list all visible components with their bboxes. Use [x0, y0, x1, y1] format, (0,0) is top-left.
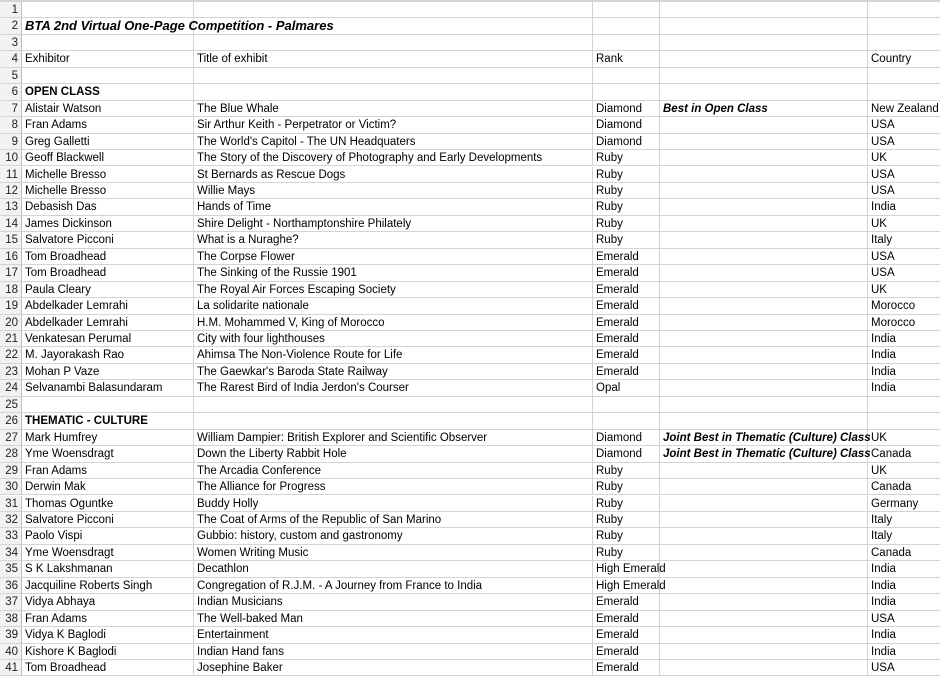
cell-country[interactable]: UK	[868, 150, 940, 166]
cell-award[interactable]	[660, 347, 868, 363]
cell-rank[interactable]: Ruby	[593, 496, 660, 512]
cell-exhibitor[interactable]: Fran Adams	[22, 463, 194, 479]
sheet-row	[0, 413, 940, 429]
sheet-row	[0, 18, 940, 34]
cell-exhibitor[interactable]	[22, 2, 194, 18]
cell-award[interactable]	[660, 578, 868, 594]
cell-award[interactable]	[660, 413, 868, 429]
sheet-row	[0, 331, 940, 347]
cell-award[interactable]	[660, 660, 868, 676]
row-header[interactable]: 38	[0, 611, 22, 627]
row-header[interactable]: 29	[0, 463, 22, 479]
cell-country[interactable]: India	[868, 364, 940, 380]
cell-exhibitor[interactable]: Vidya K Baglodi	[22, 627, 194, 643]
cell-rank[interactable]: Emerald	[593, 364, 660, 380]
cell-award[interactable]	[660, 380, 868, 396]
cell-country[interactable]: USA	[868, 265, 940, 281]
row-header[interactable]: 7	[0, 101, 22, 117]
cell-rank[interactable]: Ruby	[593, 479, 660, 495]
cell-title[interactable]: The Gaewkar's Baroda State Railway	[194, 364, 593, 380]
sheet-row	[0, 380, 940, 396]
cell-award[interactable]	[660, 18, 868, 34]
cell-exhibitor[interactable]: Kishore K Baglodi	[22, 644, 194, 660]
cell-country[interactable]: India	[868, 380, 940, 396]
cell-country[interactable]: USA	[868, 183, 940, 199]
cell-country[interactable]: Canada	[868, 446, 940, 462]
row-header[interactable]: 24	[0, 380, 22, 396]
cell-exhibitor[interactable]: Paolo Vispi	[22, 528, 194, 544]
sheet-row	[0, 101, 940, 117]
cell-award[interactable]	[660, 315, 868, 331]
cell-award[interactable]	[660, 561, 868, 577]
sheet-row	[0, 249, 940, 265]
cell-title[interactable]	[194, 2, 593, 18]
cell-country[interactable]: USA	[868, 249, 940, 265]
cell-title[interactable]: Shire Delight - Northamptonshire Philately	[194, 216, 593, 232]
cell-exhibitor[interactable]: Fran Adams	[22, 117, 194, 133]
cell-title[interactable]: City with four lighthouses	[194, 331, 593, 347]
cell-rank[interactable]	[593, 18, 660, 34]
cell-exhibitor[interactable]: Yme Woensdragt	[22, 446, 194, 462]
row-header[interactable]: 41	[0, 660, 22, 676]
row-header[interactable]: 12	[0, 183, 22, 199]
cell-title[interactable]: William Dampier: British Explorer and Scientific Observer	[194, 430, 593, 446]
cell-title[interactable]: The World's Capitol - The UN Headquaters	[194, 134, 593, 150]
cell-exhibitor[interactable]: Alistair Watson	[22, 101, 194, 117]
cell-exhibitor[interactable]: Abdelkader Lemrahi	[22, 315, 194, 331]
row-header[interactable]: 15	[0, 232, 22, 248]
sheet-row	[0, 68, 940, 84]
cell-country[interactable]: Italy	[868, 512, 940, 528]
section-heading[interactable]: OPEN CLASS	[22, 84, 194, 100]
cell-rank[interactable]: Emerald	[593, 627, 660, 643]
cell-country[interactable]: USA	[868, 167, 940, 183]
row-header[interactable]: 25	[0, 397, 22, 413]
cell-award[interactable]	[660, 249, 868, 265]
cell-country[interactable]: India	[868, 578, 940, 594]
cell-rank[interactable]: Diamond	[593, 134, 660, 150]
cell-country[interactable]: India	[868, 561, 940, 577]
cell-exhibitor[interactable]: Tom Broadhead	[22, 249, 194, 265]
cell-title[interactable]: Indian Hand fans	[194, 644, 593, 660]
cell-title[interactable]: The Blue Whale	[194, 101, 593, 117]
row-header[interactable]: 9	[0, 134, 22, 150]
cell-rank[interactable]: High Emerald	[593, 561, 660, 577]
sheet-row	[0, 611, 940, 627]
row-header[interactable]: 5	[0, 68, 22, 84]
cell-award[interactable]	[660, 644, 868, 660]
cell-country[interactable]: India	[868, 347, 940, 363]
cell-rank[interactable]: Diamond	[593, 101, 660, 117]
cell-award[interactable]	[660, 627, 868, 643]
cell-country[interactable]: Country	[868, 51, 940, 67]
cell-country[interactable]: USA	[868, 611, 940, 627]
sheet-row	[0, 134, 940, 150]
cell-rank[interactable]: Ruby	[593, 512, 660, 528]
cell-award[interactable]	[660, 611, 868, 627]
cell-award[interactable]	[660, 134, 868, 150]
cell-award[interactable]	[660, 282, 868, 298]
row-header[interactable]: 4	[0, 51, 22, 67]
sheet-row	[0, 446, 940, 462]
cell-title[interactable]: Sir Arthur Keith - Perpetrator or Victim?	[194, 117, 593, 133]
sheet-row	[0, 167, 940, 183]
cell-country[interactable]: USA	[868, 117, 940, 133]
cell-exhibitor[interactable]: S K Lakshmanan	[22, 561, 194, 577]
row-header[interactable]: 10	[0, 150, 22, 166]
sheet-row	[0, 84, 940, 100]
sheet-row	[0, 265, 940, 281]
sheet-row	[0, 496, 940, 512]
cell-rank[interactable]: High Emerald	[593, 578, 660, 594]
cell-country[interactable]: Morocco	[868, 315, 940, 331]
cell-rank[interactable]: Ruby	[593, 199, 660, 215]
top-border	[0, 0, 940, 2]
row-header[interactable]: 36	[0, 578, 22, 594]
cell-award[interactable]	[660, 479, 868, 495]
cell-exhibitor[interactable]: Fran Adams	[22, 611, 194, 627]
row-header[interactable]: 19	[0, 298, 22, 314]
cell-rank[interactable]: Rank	[593, 51, 660, 67]
cell-country[interactable]: Canada	[868, 479, 940, 495]
cell-rank[interactable]: Ruby	[593, 463, 660, 479]
cell-rank[interactable]: Emerald	[593, 594, 660, 610]
cell-exhibitor[interactable]: Paula Cleary	[22, 282, 194, 298]
cell-rank[interactable]: Diamond	[593, 117, 660, 133]
cell-country[interactable]: India	[868, 627, 940, 643]
cell-title[interactable]: La solidarite nationale	[194, 298, 593, 314]
sheet-row	[0, 660, 940, 676]
cell-exhibitor[interactable]: Abdelkader Lemrahi	[22, 298, 194, 314]
row-header[interactable]: 40	[0, 644, 22, 660]
cell-exhibitor[interactable]: Tom Broadhead	[22, 660, 194, 676]
cell-title[interactable]	[194, 68, 593, 84]
cell-exhibitor[interactable]: Venkatesan Perumal	[22, 331, 194, 347]
cell-exhibitor[interactable]: Salvatore Picconi	[22, 512, 194, 528]
sheet-title: BTA 2nd Virtual One-Page Competition - Palmares	[25, 18, 334, 34]
cell-title[interactable]: Josephine Baker	[194, 660, 593, 676]
sheet-row	[0, 364, 940, 380]
cell-rank[interactable]: Opal	[593, 380, 660, 396]
cell-title[interactable]: Hands of Time	[194, 199, 593, 215]
row-header[interactable]: 6	[0, 84, 22, 100]
cell-award[interactable]	[660, 512, 868, 528]
sheet-row	[0, 594, 940, 610]
cell-country[interactable]: Germany	[868, 496, 940, 512]
cell-rank[interactable]: Ruby	[593, 545, 660, 561]
cell-exhibitor[interactable]: Geoff Blackwell	[22, 150, 194, 166]
cell-title[interactable]: The Arcadia Conference	[194, 463, 593, 479]
cell-title[interactable]	[194, 84, 593, 100]
cell-exhibitor[interactable]: James Dickinson	[22, 216, 194, 232]
sheet-row	[0, 216, 940, 232]
row-header[interactable]: 32	[0, 512, 22, 528]
row-header[interactable]: 2	[0, 18, 22, 34]
cell-rank[interactable]: Emerald	[593, 347, 660, 363]
cell-exhibitor[interactable]: Michelle Bresso	[22, 183, 194, 199]
cell-rank[interactable]	[593, 397, 660, 413]
cell-rank[interactable]: Emerald	[593, 331, 660, 347]
sheet-row	[0, 644, 940, 660]
row-header[interactable]: 21	[0, 331, 22, 347]
sheet-row	[0, 545, 940, 561]
cell-rank[interactable]: Emerald	[593, 611, 660, 627]
cell-rank[interactable]	[593, 84, 660, 100]
cell-country[interactable]	[868, 35, 940, 51]
sheet-row	[0, 347, 940, 363]
cell-award[interactable]	[660, 68, 868, 84]
cell-title[interactable]: Down the Liberty Rabbit Hole	[194, 446, 593, 462]
cell-country[interactable]: India	[868, 199, 940, 215]
cell-award[interactable]	[660, 528, 868, 544]
cell-award[interactable]	[660, 183, 868, 199]
cell-award[interactable]	[660, 117, 868, 133]
cell-award[interactable]	[660, 35, 868, 51]
cell-title[interactable]: The Royal Air Forces Escaping Society	[194, 282, 593, 298]
cell-title[interactable]: Willie Mays	[194, 183, 593, 199]
row-header[interactable]: 11	[0, 167, 22, 183]
cell-title[interactable]: The Coat of Arms of the Republic of San Marino	[194, 512, 593, 528]
cell-exhibitor[interactable]: Salvatore Picconi	[22, 232, 194, 248]
cell-title[interactable]	[194, 397, 593, 413]
cell-exhibitor[interactable]: Greg Galletti	[22, 134, 194, 150]
cell-rank[interactable]	[593, 68, 660, 84]
cell-title[interactable]	[194, 413, 593, 429]
cell-title[interactable]: Congregation of R.J.M. - A Journey from France to India	[194, 578, 593, 594]
cell-rank[interactable]: Emerald	[593, 282, 660, 298]
sheet-row	[0, 430, 940, 446]
cell-award[interactable]	[660, 167, 868, 183]
cell-exhibitor[interactable]: Debasish Das	[22, 199, 194, 215]
cell-rank[interactable]	[593, 413, 660, 429]
cell-title[interactable]: Entertainment	[194, 627, 593, 643]
row-header[interactable]: 34	[0, 545, 22, 561]
cell-title[interactable]	[194, 35, 593, 51]
sheet-row	[0, 578, 940, 594]
cell-title[interactable]: Ahimsa The Non-Violence Route for Life	[194, 347, 593, 363]
row-header[interactable]: 28	[0, 446, 22, 462]
cell-rank[interactable]	[593, 2, 660, 18]
cell-exhibitor[interactable]: Exhibitor	[22, 51, 194, 67]
sheet-row	[0, 512, 940, 528]
cell-award[interactable]	[660, 594, 868, 610]
sheet-row	[0, 528, 940, 544]
row-header[interactable]: 16	[0, 249, 22, 265]
cell-country[interactable]: UK	[868, 430, 940, 446]
cell-rank[interactable]: Emerald	[593, 265, 660, 281]
cell-exhibitor[interactable]: Jacquiline Roberts Singh	[22, 578, 194, 594]
cell-country[interactable]	[868, 413, 940, 429]
cell-rank[interactable]: Emerald	[593, 660, 660, 676]
cell-exhibitor[interactable]: Thomas Oguntke	[22, 496, 194, 512]
cell-rank[interactable]: Ruby	[593, 150, 660, 166]
cell-title[interactable]: The Story of the Discovery of Photography and Early Developments	[194, 150, 593, 166]
row-header[interactable]: 18	[0, 282, 22, 298]
cell-award[interactable]	[660, 545, 868, 561]
cell-award[interactable]	[660, 298, 868, 314]
cell-country[interactable]: Canada	[868, 545, 940, 561]
row-header[interactable]: 1	[0, 2, 22, 18]
cell-exhibitor[interactable]	[22, 68, 194, 84]
cell-rank[interactable]: Ruby	[593, 167, 660, 183]
sheet-row	[0, 150, 940, 166]
sheet-row	[0, 397, 940, 413]
row-header[interactable]: 8	[0, 117, 22, 133]
cell-exhibitor[interactable]	[22, 397, 194, 413]
cell-award[interactable]	[660, 463, 868, 479]
cell-exhibitor[interactable]: Tom Broadhead	[22, 265, 194, 281]
cell-award[interactable]: Joint Best in Thematic (Culture) Class	[660, 446, 868, 462]
cell-country[interactable]: UK	[868, 216, 940, 232]
sheet-row	[0, 199, 940, 215]
sheet-row	[0, 232, 940, 248]
cell-rank[interactable]: Ruby	[593, 528, 660, 544]
cell-rank[interactable]: Emerald	[593, 315, 660, 331]
row-header[interactable]: 33	[0, 528, 22, 544]
cell-award[interactable]: Joint Best in Thematic (Culture) Class	[660, 430, 868, 446]
cell-award[interactable]	[660, 84, 868, 100]
cell-award[interactable]	[660, 265, 868, 281]
sheet-row	[0, 315, 940, 331]
cell-exhibitor[interactable]: Vidya Abhaya	[22, 594, 194, 610]
sheet-row	[0, 35, 940, 51]
cell-country[interactable]: New Zealand	[868, 101, 940, 117]
cell-country[interactable]	[868, 18, 940, 34]
cell-rank[interactable]: Ruby	[593, 183, 660, 199]
cell-title[interactable]: Decathlon	[194, 561, 593, 577]
sheet-row	[0, 2, 940, 18]
cell-exhibitor[interactable]: Mark Humfrey	[22, 430, 194, 446]
cell-exhibitor[interactable]: Mohan P Vaze	[22, 364, 194, 380]
cell-rank[interactable]: Emerald	[593, 644, 660, 660]
cell-award[interactable]	[660, 199, 868, 215]
cell-country[interactable]: Italy	[868, 528, 940, 544]
cell-title[interactable]: The Rarest Bird of India Jerdon's Courser	[194, 380, 593, 396]
sheet-row	[0, 627, 940, 643]
cell-rank[interactable]: Emerald	[593, 298, 660, 314]
cell-rank[interactable]: Diamond	[593, 446, 660, 462]
row-header[interactable]: 37	[0, 594, 22, 610]
cell-award[interactable]	[660, 331, 868, 347]
cell-award[interactable]: Best in Open Class	[660, 101, 868, 117]
row-header[interactable]: 20	[0, 315, 22, 331]
row-header[interactable]: 30	[0, 479, 22, 495]
cell-title[interactable]: Women Writing Music	[194, 545, 593, 561]
cell-country[interactable]: UK	[868, 463, 940, 479]
row-header[interactable]: 13	[0, 199, 22, 215]
cell-award[interactable]	[660, 397, 868, 413]
cell-title[interactable]: The Sinking of the Russie 1901	[194, 265, 593, 281]
section-heading[interactable]: THEMATIC - CULTURE	[22, 413, 194, 429]
cell-title[interactable]: Indian Musicians	[194, 594, 593, 610]
cell-country[interactable]: Morocco	[868, 298, 940, 314]
sheet-row	[0, 51, 940, 67]
cell-exhibitor[interactable]	[22, 18, 334, 34]
cell-country[interactable]: UK	[868, 282, 940, 298]
cell-country[interactable]	[868, 2, 940, 18]
cell-title[interactable]	[194, 18, 593, 34]
cell-award[interactable]	[660, 51, 868, 67]
row-header[interactable]: 39	[0, 627, 22, 643]
sheet-row	[0, 479, 940, 495]
sheet-row	[0, 298, 940, 314]
cell-award[interactable]	[660, 2, 868, 18]
cell-exhibitor[interactable]: M. Jayorakash Rao	[22, 347, 194, 363]
row-header[interactable]: 35	[0, 561, 22, 577]
row-header[interactable]: 26	[0, 413, 22, 429]
cell-title[interactable]: Title of exhibit	[194, 51, 593, 67]
cell-country[interactable]	[868, 397, 940, 413]
cell-award[interactable]	[660, 232, 868, 248]
cell-award[interactable]	[660, 150, 868, 166]
row-header[interactable]: 23	[0, 364, 22, 380]
cell-country[interactable]: USA	[868, 660, 940, 676]
cell-rank[interactable]: Diamond	[593, 430, 660, 446]
cell-rank[interactable]: Emerald	[593, 249, 660, 265]
cell-country[interactable]: USA	[868, 134, 940, 150]
sheet-row	[0, 183, 940, 199]
row-header[interactable]: 17	[0, 265, 22, 281]
cell-title[interactable]: The Well-baked Man	[194, 611, 593, 627]
row-header[interactable]: 31	[0, 496, 22, 512]
cell-title[interactable]: St Bernards as Rescue Dogs	[194, 167, 593, 183]
cell-rank[interactable]	[593, 35, 660, 51]
cell-award[interactable]	[660, 216, 868, 232]
cell-exhibitor[interactable]: Selvanambi Balasundaram	[22, 380, 194, 396]
cell-award[interactable]	[660, 496, 868, 512]
sheet-row	[0, 463, 940, 479]
cell-rank[interactable]: Ruby	[593, 232, 660, 248]
cell-country[interactable]: India	[868, 331, 940, 347]
cell-title[interactable]: Buddy Holly	[194, 496, 593, 512]
cell-country[interactable]	[868, 68, 940, 84]
cell-exhibitor[interactable]	[22, 35, 194, 51]
cell-title[interactable]: Gubbio: history, custom and gastronomy	[194, 528, 593, 544]
cell-title[interactable]: What is a Nuraghe?	[194, 232, 593, 248]
row-header[interactable]: 14	[0, 216, 22, 232]
cell-award[interactable]	[660, 364, 868, 380]
cell-rank[interactable]: Ruby	[593, 216, 660, 232]
cell-title[interactable]: H.M. Mohammed V, King of Morocco	[194, 315, 593, 331]
cell-exhibitor[interactable]: Yme Woensdragt	[22, 545, 194, 561]
cell-title[interactable]: The Corpse Flower	[194, 249, 593, 265]
sheet-row	[0, 117, 940, 133]
cell-country[interactable]: India	[868, 644, 940, 660]
sheet-row	[0, 282, 940, 298]
row-header[interactable]: 27	[0, 430, 22, 446]
cell-exhibitor[interactable]: Michelle Bresso	[22, 167, 194, 183]
cell-country[interactable]: Italy	[868, 232, 940, 248]
sheet-row	[0, 561, 940, 577]
cell-exhibitor[interactable]: Derwin Mak	[22, 479, 194, 495]
row-header[interactable]: 3	[0, 35, 22, 51]
cell-title[interactable]: The Alliance for Progress	[194, 479, 593, 495]
cell-country[interactable]	[868, 84, 940, 100]
row-header[interactable]: 22	[0, 347, 22, 363]
cell-country[interactable]: India	[868, 594, 940, 610]
